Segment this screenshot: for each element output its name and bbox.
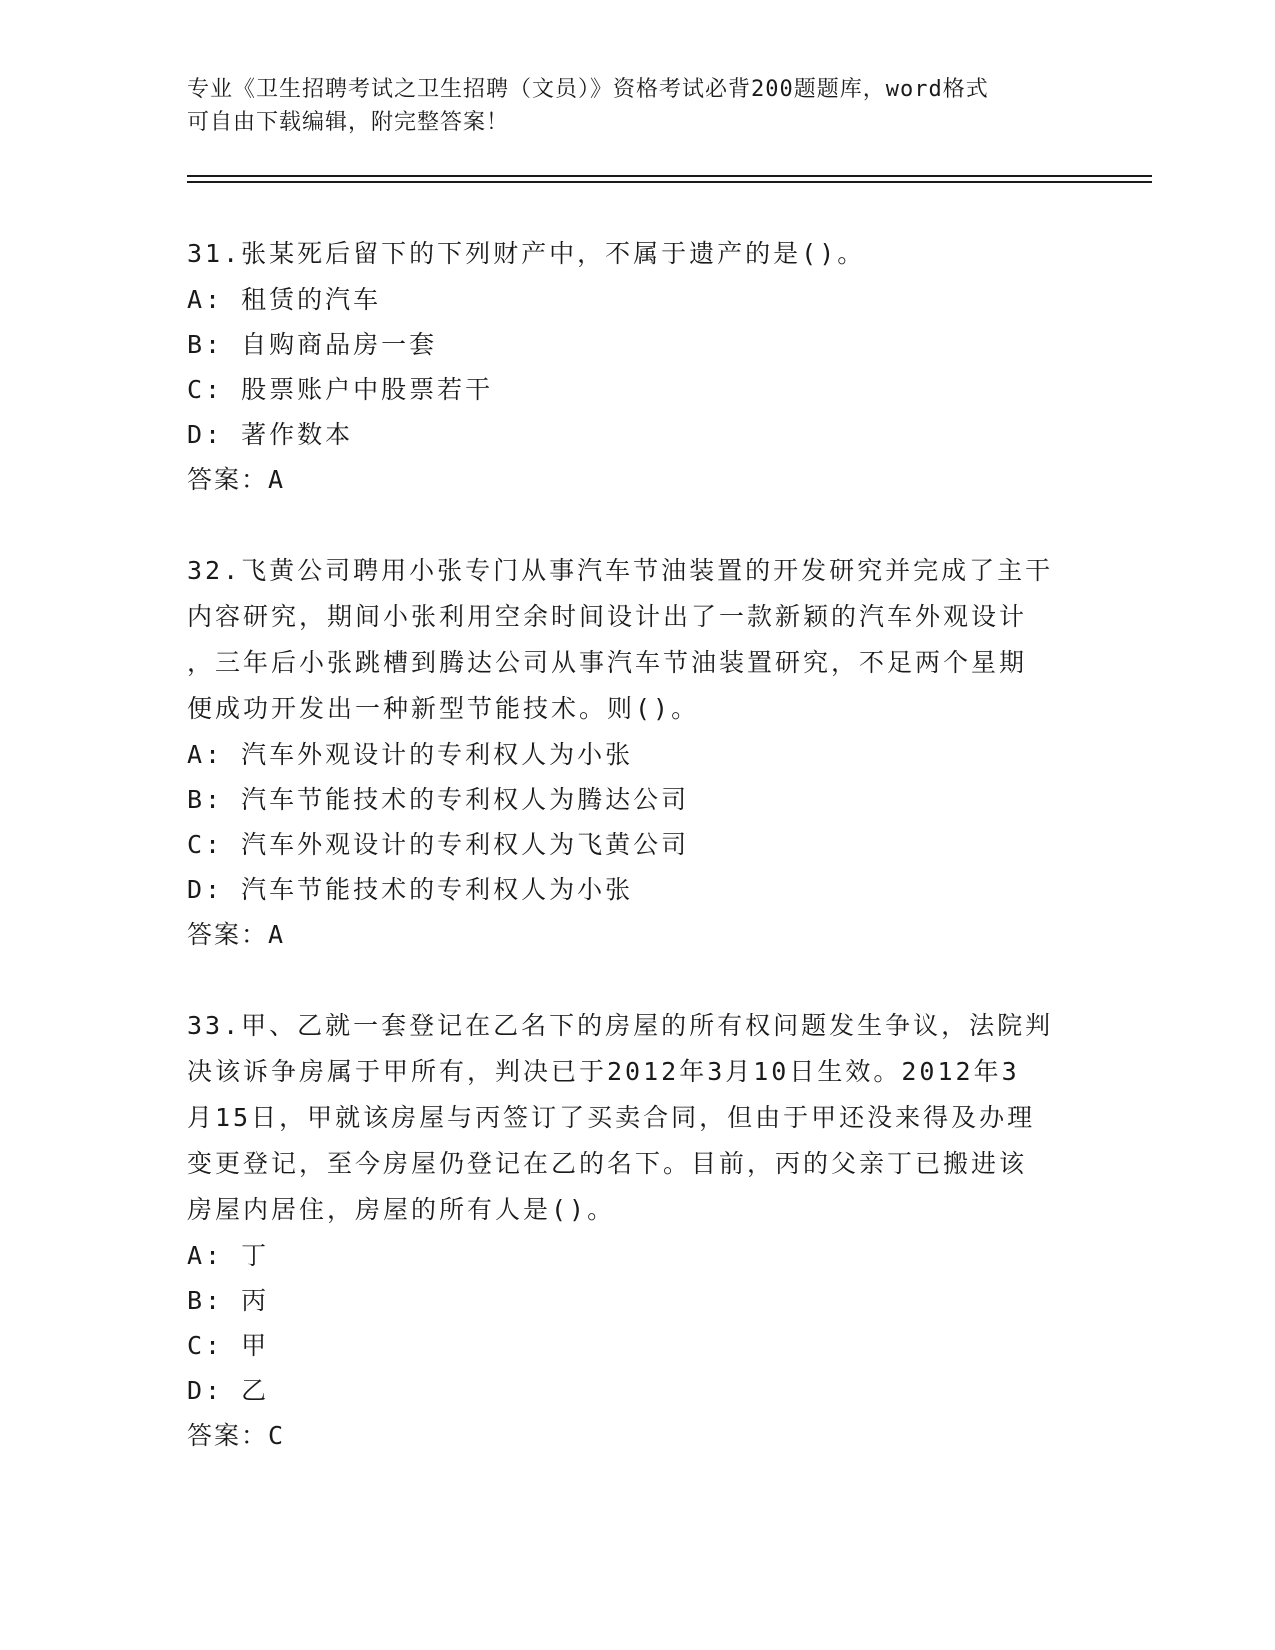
answer-line: 答案：A — [187, 920, 286, 949]
question-stem-line: 决该诉争房属于甲所有，判决已于2012年3月10日生效。2012年3 — [187, 1057, 1020, 1086]
option-a: A: 租赁的汽车 — [187, 285, 382, 314]
option-a: A: 丁 — [187, 1241, 270, 1270]
option-b: B: 丙 — [187, 1286, 270, 1315]
header-rule-bottom — [187, 181, 1152, 183]
option-d: D: 乙 — [187, 1376, 270, 1405]
question-stem-line: 内容研究，期间小张利用空余时间设计出了一款新颖的汽车外观设计 — [187, 602, 1028, 631]
question-31 — [187, 231, 1087, 503]
question-list — [187, 231, 1087, 1459]
answer-line: 答案：A — [187, 465, 286, 494]
document-header — [187, 73, 1067, 139]
option-c: C: 股票账户中股票若干 — [187, 375, 494, 404]
answer-line: 答案：C — [187, 1421, 286, 1450]
question-stem-line: 房屋内居住，房屋的所有人是()。 — [187, 1195, 616, 1224]
question-33 — [187, 1003, 1087, 1459]
question-stem-line: 变更登记，至今房屋仍登记在乙的名下。目前，丙的父亲丁已搬进该 — [187, 1149, 1028, 1178]
question-stem-line: 31.张某死后留下的下列财产中，不属于遗产的是()。 — [187, 239, 866, 268]
question-stem-line: 33.甲、乙就一套登记在乙名下的房屋的所有权问题发生争议，法院判 — [187, 1011, 1054, 1040]
question-stem-line: 便成功开发出一种新型节能技术。则()。 — [187, 694, 700, 723]
option-a: A: 汽车外观设计的专利权人为小张 — [187, 740, 634, 769]
option-c: C: 甲 — [187, 1331, 270, 1360]
option-d: D: 著作数本 — [187, 420, 354, 449]
option-b: B: 汽车节能技术的专利权人为腾达公司 — [187, 785, 690, 814]
question-stem-line: 32.飞黄公司聘用小张专门从事汽车节油装置的开发研究并完成了主干 — [187, 556, 1054, 585]
header-line-2: 可自由下载编辑，附完整答案！ — [187, 110, 510, 135]
option-d: D: 汽车节能技术的专利权人为小张 — [187, 875, 634, 904]
question-32 — [187, 548, 1087, 958]
header-line-1: 专业《卫生招聘考试之卫生招聘（文员）》资格考试必背200题题库，word格式 — [187, 77, 989, 102]
option-b: B: 自购商品房一套 — [187, 330, 438, 359]
question-stem-line: 月15日，甲就该房屋与丙签订了买卖合同，但由于甲还没来得及办理 — [187, 1103, 1036, 1132]
header-rule-top — [187, 175, 1152, 177]
option-c: C: 汽车外观设计的专利权人为飞黄公司 — [187, 830, 690, 859]
question-stem-line: ，三年后小张跳槽到腾达公司从事汽车节油装置研究，不足两个星期 — [187, 648, 1028, 677]
